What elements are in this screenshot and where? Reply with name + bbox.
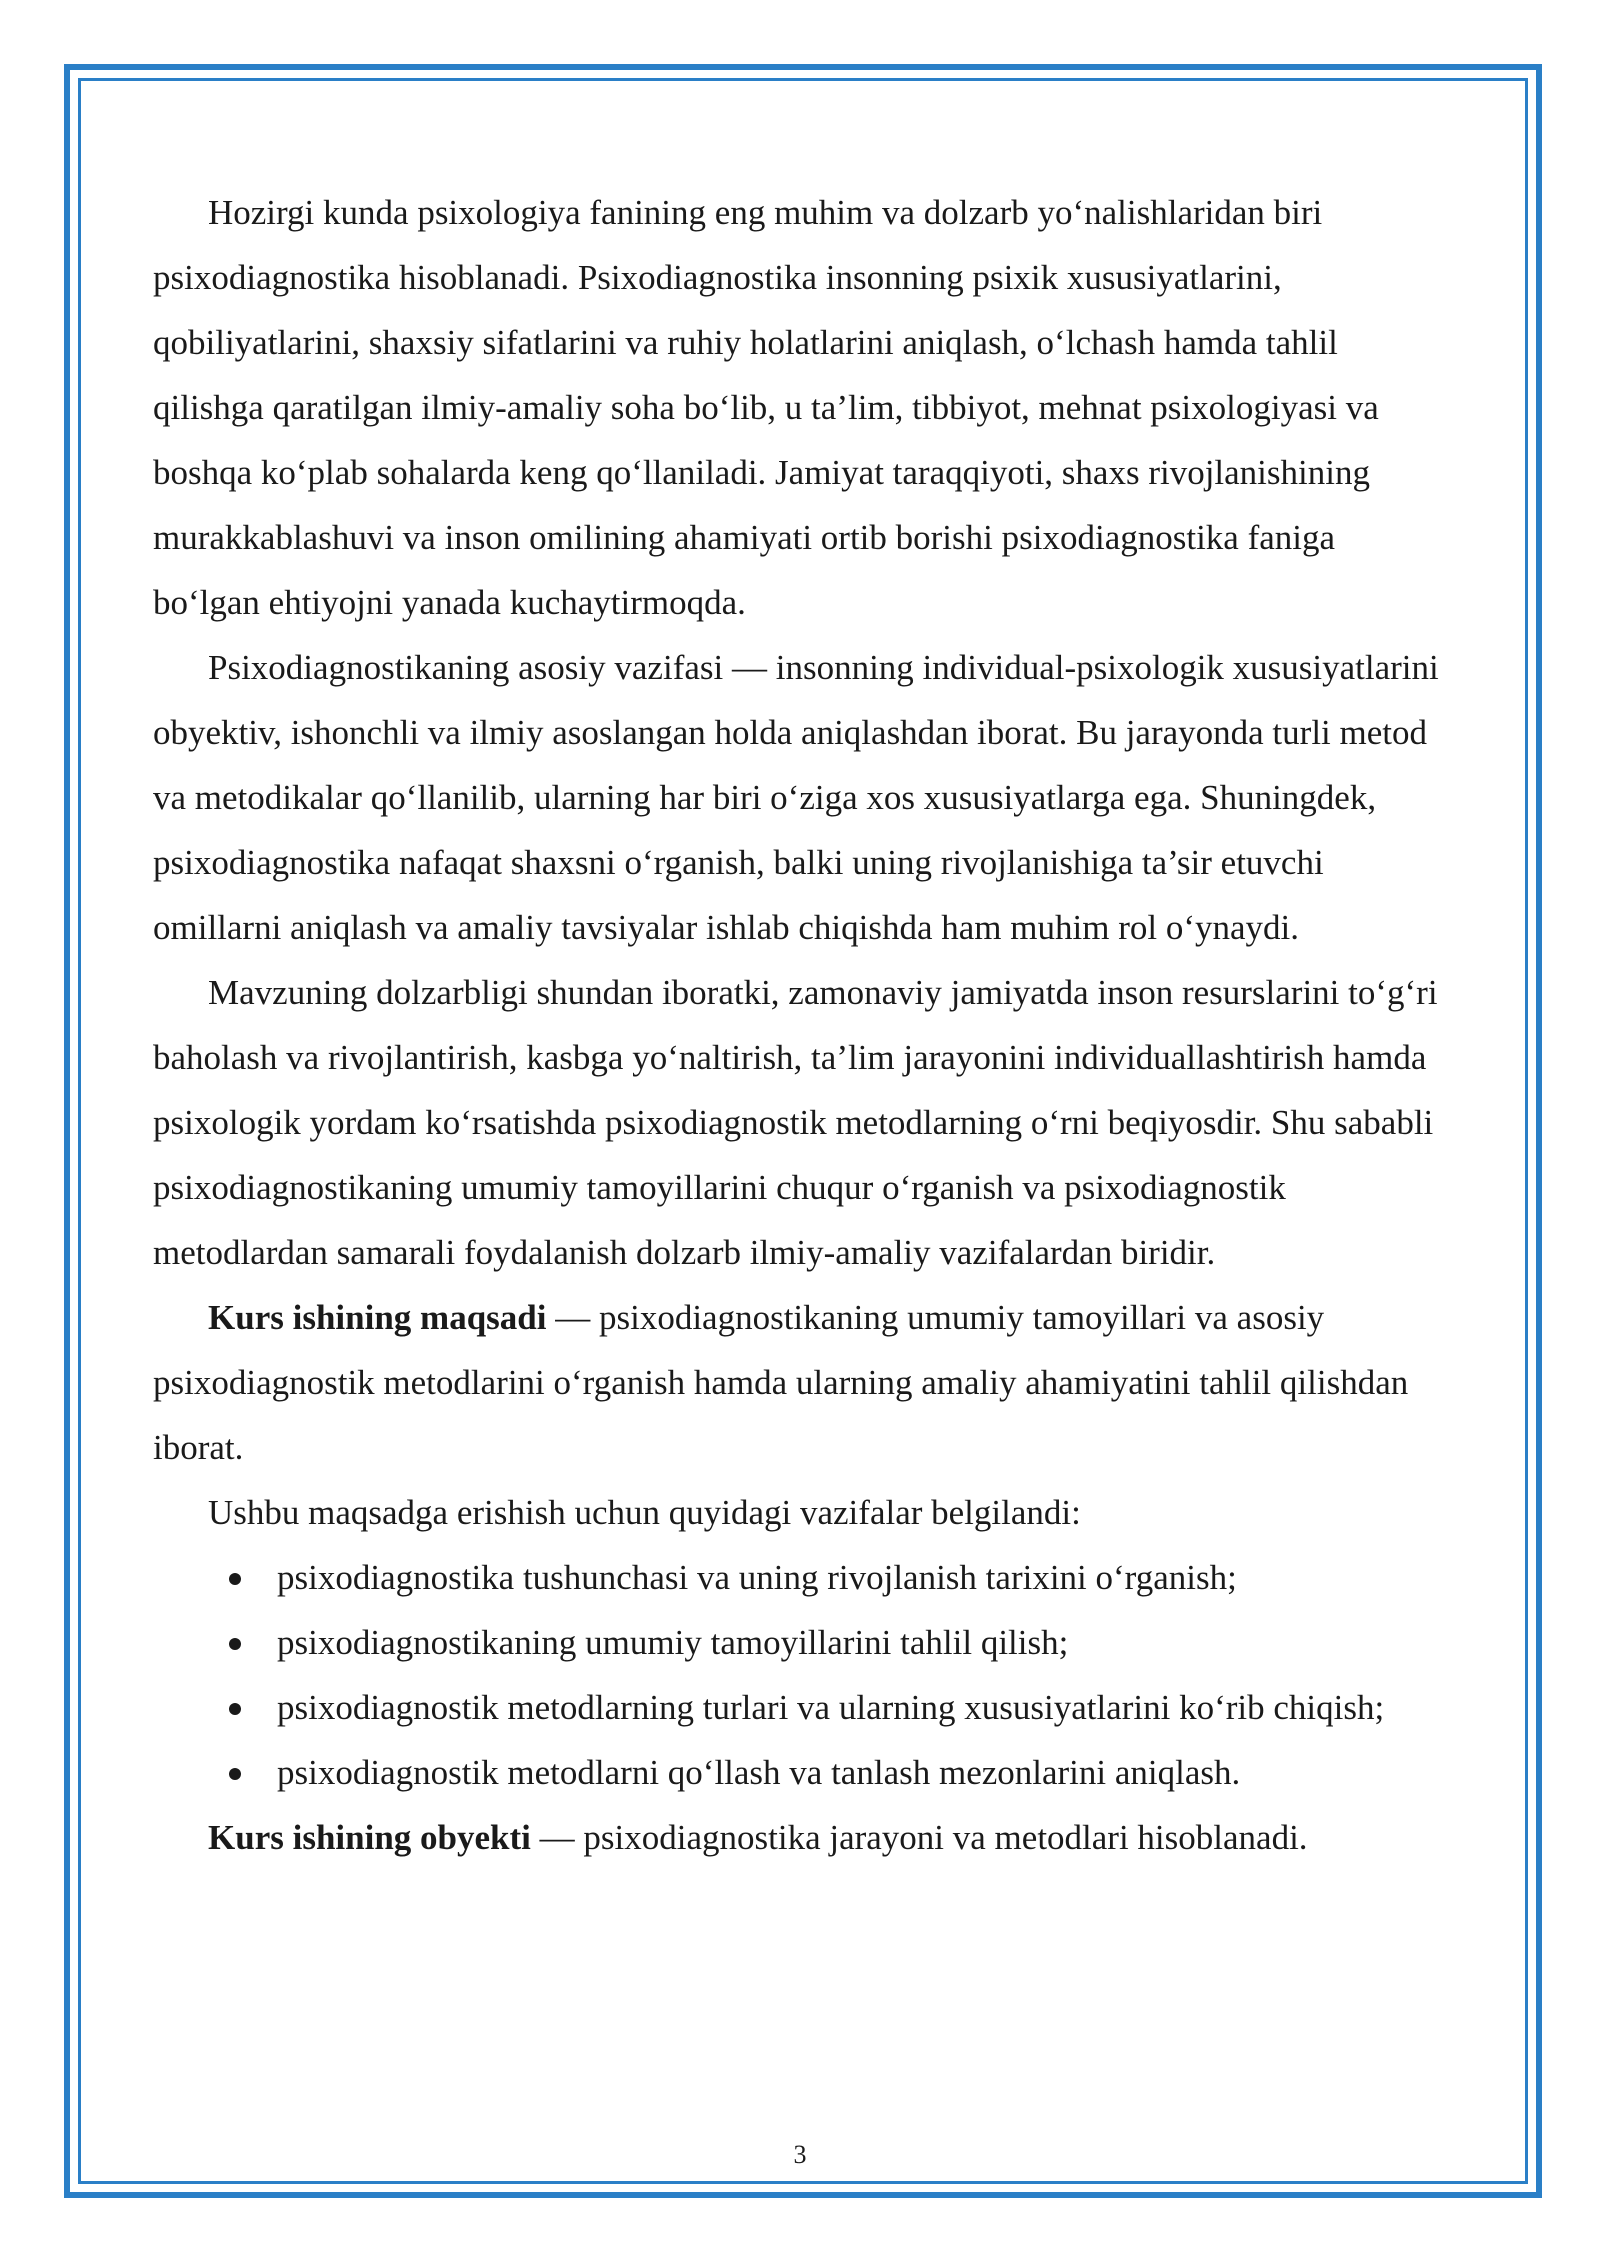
- paragraph-tasks-intro: Ushbu maqsadga erishish uchun quyidagi vazifalar belgilandi:: [208, 1493, 1081, 1532]
- paragraph-main-task: Psixodiagnostikaning asosiy vazifasi — insonning individual-psixologik xususiyatlarini obyektiv, ishonchli va ilmiy asoslangan holda aniqlashdan iborat. Bu jarayonda turli metod va metodikalar qo‘llanilib, ularning har biri o‘ziga xos xususiyatlarga ega. Shuningdek, psixodiagnostika nafaqat shaxsni o‘rganish, balki uning rivojlanishiga ta’sir etuvchi omillarni aniqlash va amaliy tavsiyalar ishlab chiqishda ham muhim rol o‘ynaydi.: [153, 648, 1439, 947]
- object-label: Kurs ishining obyekti: [208, 1818, 531, 1857]
- paragraph-introduction: Hozirgi kunda psixologiya fanining eng muhim va dolzarb yo‘nalishlaridan biri psixodiagnostika hisoblanadi. Psixodiagnostika insonning psixik xususiyatlarini, qobiliyatlarini, shaxsiy sifatlarini va ruhiy holatlarini aniqlash, o‘lchash hamda tahlil qilishga qaratilgan ilmiy-amaliy soha bo‘lib, u ta’lim, tibbiyot, mehnat psixologiyasi va boshqa ko‘plab sohalarda keng qo‘llaniladi. Jamiyat taraqqiyoti, shaxs rivojlanishining murakkablashuvi va inson omilining ahamiyati ortib borishi psixodiagnostika faniga bo‘lgan ehtiyojni yanada kuchaytirmoqda.: [153, 193, 1379, 622]
- bullet-icon: [229, 1638, 241, 1650]
- document-body: [153, 180, 1443, 1870]
- paragraph-aim: [153, 1285, 1443, 1480]
- bullet-icon: [229, 1573, 241, 1585]
- task-text: psixodiagnostik metodlarni qo‘llash va tanlash mezonlarini aniqlash.: [277, 1753, 1241, 1792]
- list-item: [153, 1675, 1443, 1740]
- task-text: psixodiagnostika tushunchasi va uning rivojlanish tarixini o‘rganish;: [277, 1558, 1237, 1597]
- task-text: psixodiagnostikaning umumiy tamoyillarini tahlil qilish;: [277, 1623, 1069, 1662]
- aim-label: Kurs ishining maqsadi: [208, 1298, 547, 1337]
- aim-text: — psixodiagnostikaning umumiy tamoyillari va asosiy psixodiagnostik metodlarini o‘rganish hamda ularning amaliy ahamiyatini tahlil qilishdan iborat.: [153, 1298, 1409, 1467]
- task-list: [153, 1545, 1443, 1805]
- paragraph-relevance: Mavzuning dolzarbligi shundan iboratki, zamonaviy jamiyatda inson resurslarini to‘g‘ri baholash va rivojlantirish, kasbga yo‘naltirish, ta’lim jarayonini individuallashtirish hamda psixologik yordam ko‘rsatishda psixodiagnostik metodlarning o‘rni beqiyosdir. Shu sababli psixodiagnostikaning umumiy tamoyillarini chuqur o‘rganish va psixodiagnostik metodlardan samarali foydalanish dolzarb ilmiy-amaliy vazifalardan biridir.: [153, 973, 1438, 1272]
- bullet-icon: [229, 1703, 241, 1715]
- task-text: psixodiagnostik metodlarning turlari va ularning xususiyatlarini ko‘rib chiqish;: [277, 1688, 1385, 1727]
- paragraph-object: [153, 1805, 1443, 1870]
- list-item: [153, 1610, 1443, 1675]
- bullet-icon: [229, 1768, 241, 1780]
- list-item: [153, 1740, 1443, 1805]
- page-number: 3: [793, 2140, 807, 2169]
- object-text: — psixodiagnostika jarayoni va metodlari hisoblanadi.: [530, 1818, 1308, 1857]
- list-item: [153, 1545, 1443, 1610]
